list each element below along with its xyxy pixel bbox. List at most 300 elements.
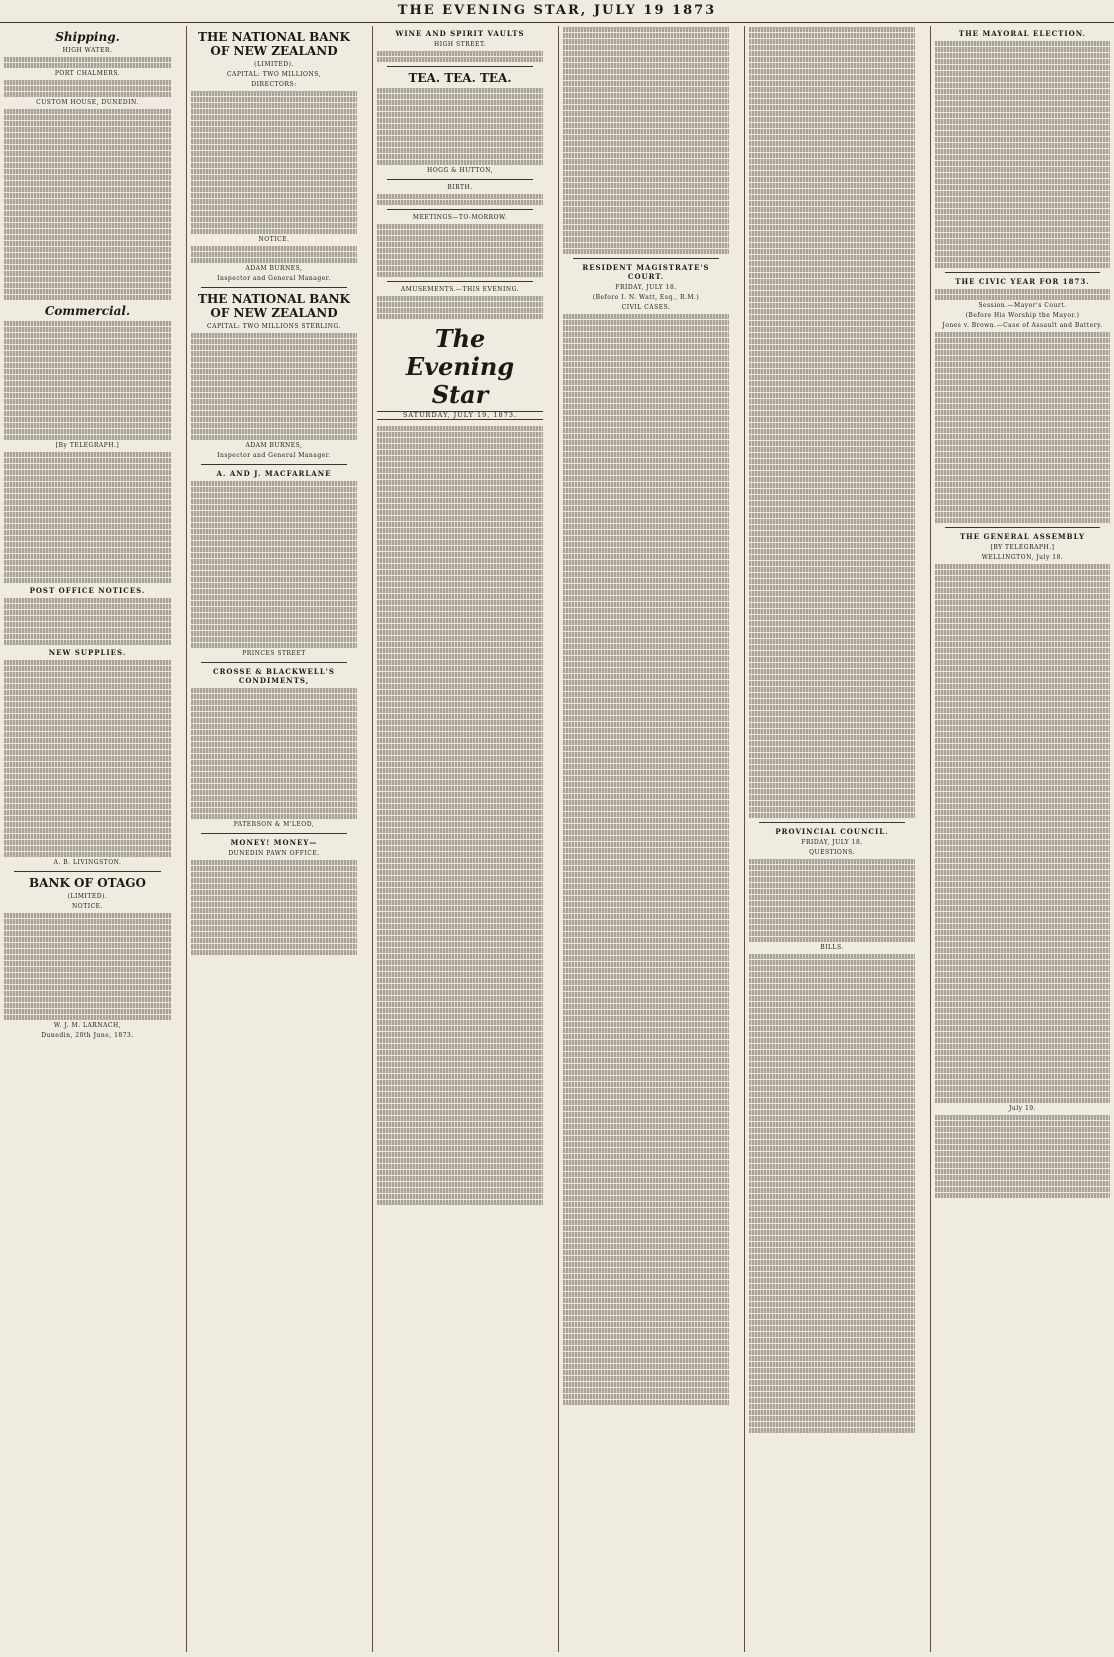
text-line (563, 974, 729, 979)
text-line (191, 127, 357, 132)
text-line (749, 723, 915, 728)
text-line (749, 483, 915, 488)
text-line (4, 798, 171, 803)
text-line (563, 890, 729, 895)
text-line (377, 732, 543, 737)
text-line (377, 1200, 543, 1205)
text-line (749, 681, 915, 686)
text-line (563, 770, 729, 775)
text-line (749, 1260, 915, 1265)
text-line (935, 233, 1110, 238)
text-line (935, 1133, 1110, 1138)
text-line (563, 920, 729, 925)
text-line (935, 576, 1110, 581)
text-line (563, 57, 729, 62)
text-line (377, 966, 543, 971)
text-line (191, 908, 357, 913)
text-line (563, 488, 729, 493)
text-line (563, 548, 729, 553)
text-line (749, 123, 915, 128)
text-line (377, 200, 543, 205)
text-line (377, 486, 543, 491)
text-line (749, 1230, 915, 1235)
text-line (749, 1254, 915, 1259)
text-line (749, 1302, 915, 1307)
text-line (563, 1280, 729, 1285)
text-line (563, 225, 729, 230)
text-line (563, 1256, 729, 1261)
text-line (4, 672, 171, 677)
text-line (935, 458, 1110, 463)
text-line (4, 482, 171, 487)
text-line (935, 71, 1110, 76)
text-line (749, 633, 915, 638)
text-line (4, 991, 171, 996)
text-line (935, 155, 1110, 160)
text-line (4, 852, 171, 857)
text-line (935, 113, 1110, 118)
text-line (749, 495, 915, 500)
text-line (563, 968, 729, 973)
text-line (377, 1026, 543, 1031)
text-line (377, 792, 543, 797)
text-line (191, 199, 357, 204)
text-line (563, 842, 729, 847)
text-line (563, 566, 729, 571)
text-line (749, 1392, 915, 1397)
text-line (377, 552, 543, 557)
text-line (563, 1328, 729, 1333)
text-line (935, 876, 1110, 881)
text-line (749, 177, 915, 182)
text-line (377, 1170, 543, 1175)
text-line (377, 1146, 543, 1151)
text-line (935, 404, 1110, 409)
text-line (935, 263, 1110, 268)
text-line (4, 494, 171, 499)
text-line (935, 392, 1110, 397)
text-line (749, 1038, 915, 1043)
text-line (191, 133, 357, 138)
pawn-office: DUNEDIN PAWN OFFICE. (228, 850, 320, 857)
text-line (563, 674, 729, 679)
text-line (935, 1050, 1110, 1055)
text-line (191, 399, 357, 404)
text-line (563, 123, 729, 128)
notice-heading: NOTICE. (258, 236, 290, 243)
text-line (377, 918, 543, 923)
text-line (935, 1074, 1110, 1079)
text-line (749, 429, 915, 434)
text-line (563, 980, 729, 985)
text-line (4, 738, 171, 743)
text-line (4, 223, 171, 228)
text-line (191, 345, 357, 350)
text-line (749, 1266, 915, 1271)
text-line (749, 1152, 915, 1157)
text-line (563, 1124, 729, 1129)
livingston-signature: A. B. LIVINGSTON. (53, 859, 122, 866)
text-line (377, 768, 543, 773)
text-line (563, 1172, 729, 1177)
text-line (749, 1386, 915, 1391)
text-line (377, 738, 543, 743)
bank-otago-heading: BANK OF OTAGO (29, 876, 146, 890)
text-line (377, 672, 543, 677)
text-line (191, 736, 357, 741)
text-line (749, 1140, 915, 1145)
text-line (563, 1376, 729, 1381)
text-line (749, 699, 915, 704)
text-line (749, 1362, 915, 1367)
text-line (935, 870, 1110, 875)
text-line (749, 375, 915, 380)
text-line (749, 1296, 915, 1301)
text-line (4, 768, 171, 773)
text-line (377, 160, 543, 165)
text-line (935, 137, 1110, 142)
text-line (749, 471, 915, 476)
text-line (4, 919, 171, 924)
text-line (191, 553, 357, 558)
text-line (935, 690, 1110, 695)
text-line (191, 926, 357, 931)
text-line (4, 151, 171, 156)
text-line (191, 115, 357, 120)
text-line (4, 115, 171, 120)
text-line (935, 107, 1110, 112)
text-line (935, 191, 1110, 196)
text-line (563, 746, 729, 751)
text-line (4, 666, 171, 671)
text-line (377, 1032, 543, 1037)
text-line (935, 882, 1110, 887)
text-line (377, 708, 543, 713)
text-line (563, 1058, 729, 1063)
text-line (749, 1194, 915, 1199)
text-line (935, 798, 1110, 803)
commercial-heading: Commercial. (44, 304, 131, 318)
national-bank-heading-1: THE NATIONAL BANK OF NEW ZEALAND (198, 30, 350, 58)
text-line (191, 481, 357, 486)
text-line (191, 121, 357, 126)
text-line (4, 92, 171, 97)
text-line (4, 393, 171, 398)
text-line (4, 937, 171, 942)
text-line (191, 625, 357, 630)
text-line (377, 582, 543, 587)
text-line (377, 714, 543, 719)
text-line (4, 351, 171, 356)
text-line (563, 1136, 729, 1141)
text-line (377, 570, 543, 575)
text-line (935, 852, 1110, 857)
text-line (191, 607, 357, 612)
text-line (191, 688, 357, 693)
text-line (563, 866, 729, 871)
text-line (749, 225, 915, 230)
text-line (935, 906, 1110, 911)
text-line (563, 626, 729, 631)
text-line (935, 1062, 1110, 1067)
text-line (749, 1176, 915, 1181)
text-line (749, 405, 915, 410)
text-line (749, 711, 915, 716)
text-line (377, 666, 543, 671)
text-line (4, 57, 171, 62)
text-line (563, 1160, 729, 1165)
adam-burnes-2: ADAM BURNES, (245, 442, 303, 449)
text-line (749, 39, 915, 44)
text-line (749, 411, 915, 416)
text-line (749, 441, 915, 446)
text-line (4, 211, 171, 216)
text-line (935, 1038, 1110, 1043)
text-line (563, 572, 729, 577)
text-line (377, 148, 543, 153)
text-line (377, 510, 543, 515)
text-line (563, 776, 729, 781)
text-line (935, 678, 1110, 683)
text-line (749, 1056, 915, 1061)
text-line (749, 321, 915, 326)
text-line (563, 668, 729, 673)
text-line (749, 333, 915, 338)
text-line (935, 470, 1110, 475)
text-line (935, 720, 1110, 725)
text-line (4, 604, 171, 609)
resident-court-heading: RESIDENT MAGISTRATE'S COURT. (582, 263, 710, 281)
text-line (377, 846, 543, 851)
text-line (563, 662, 729, 667)
text-line (191, 784, 357, 789)
text-line (749, 1086, 915, 1091)
text-line (749, 1344, 915, 1349)
text-line (191, 902, 357, 907)
text-line (191, 435, 357, 440)
text-line (563, 87, 729, 92)
text-line (563, 992, 729, 997)
text-line (377, 296, 543, 301)
text-line (4, 357, 171, 362)
text-line (191, 205, 357, 210)
text-line (563, 344, 729, 349)
text-line (935, 374, 1110, 379)
text-line (749, 1236, 915, 1241)
text-line (935, 990, 1110, 995)
text-line (749, 1290, 915, 1295)
text-line (749, 189, 915, 194)
text-line (563, 1250, 729, 1255)
text-line (191, 351, 357, 356)
text-line (749, 795, 915, 800)
text-line (563, 812, 729, 817)
meetings-heading: MEETINGS—TO-MORROW. (412, 214, 508, 221)
text-line (749, 591, 915, 596)
text-line (935, 1056, 1110, 1061)
text-line (563, 1364, 729, 1369)
text-line (191, 577, 357, 582)
text-line (935, 780, 1110, 785)
text-line (935, 416, 1110, 421)
text-line (4, 548, 171, 553)
text-line (749, 1374, 915, 1379)
text-line (749, 195, 915, 200)
text-line (749, 931, 915, 936)
text-line (749, 279, 915, 284)
text-line (377, 1038, 543, 1043)
bank-otago-date: Dunedin, 20th June, 1873. (41, 1032, 134, 1039)
text-line (191, 920, 357, 925)
text-line (4, 411, 171, 416)
text-line (4, 696, 171, 701)
text-line (749, 1404, 915, 1409)
text-line (749, 675, 915, 680)
text-line (377, 870, 543, 875)
text-line (563, 1166, 729, 1171)
text-line (563, 1274, 729, 1279)
text-line (4, 943, 171, 948)
inspector-1: Inspector and General Manager. (217, 275, 331, 282)
text-line (4, 381, 171, 386)
national-bank-heading-2: THE NATIONAL BANK OF NEW ZEALAND (198, 292, 350, 320)
text-line (749, 693, 915, 698)
text-line (563, 1226, 729, 1231)
text-line (749, 153, 915, 158)
text-line (563, 884, 729, 889)
text-line (191, 175, 357, 180)
text-line (191, 896, 357, 901)
text-line (377, 1092, 543, 1097)
text-line (563, 536, 729, 541)
text-line (377, 834, 543, 839)
text-line (191, 411, 357, 416)
text-line (935, 846, 1110, 851)
high-street: HIGH STREET. (434, 41, 486, 48)
text-line (935, 185, 1110, 190)
text-line (563, 1316, 729, 1321)
text-line (749, 369, 915, 374)
text-line (563, 1298, 729, 1303)
text-line (935, 564, 1110, 569)
text-line (4, 387, 171, 392)
text-line (563, 638, 729, 643)
text-line (377, 88, 543, 93)
text-line (377, 1086, 543, 1091)
text-line (935, 500, 1110, 505)
text-line (935, 660, 1110, 665)
text-line (935, 440, 1110, 445)
text-line (749, 183, 915, 188)
text-line (749, 907, 915, 912)
text-line (191, 417, 357, 422)
text-line (935, 295, 1110, 300)
text-line (4, 464, 171, 469)
text-line (4, 634, 171, 639)
text-line (749, 1026, 915, 1031)
text-line (749, 417, 915, 422)
text-line (563, 231, 729, 236)
text-line (377, 242, 543, 247)
text-line (935, 488, 1110, 493)
text-line (749, 315, 915, 320)
text-line (4, 187, 171, 192)
text-line (563, 213, 729, 218)
text-line (191, 169, 357, 174)
text-line (749, 1044, 915, 1049)
text-line (191, 872, 357, 877)
capital-1: CAPITAL: TWO MILLIONS, (226, 71, 322, 78)
text-line (563, 111, 729, 116)
text-line (191, 754, 357, 759)
text-line (563, 1022, 729, 1027)
text-line (563, 1004, 729, 1009)
text-line (563, 350, 729, 355)
text-line (563, 848, 729, 853)
text-line (935, 506, 1110, 511)
text-line (377, 786, 543, 791)
text-line (377, 426, 543, 431)
text-line (563, 614, 729, 619)
text-line (935, 101, 1110, 106)
text-line (4, 622, 171, 627)
text-line (935, 1026, 1110, 1031)
text-line (935, 804, 1110, 809)
text-line (4, 1009, 171, 1014)
text-line (4, 199, 171, 204)
text-line (4, 846, 171, 851)
text-line (563, 554, 729, 559)
text-line (4, 816, 171, 821)
text-line (935, 1163, 1110, 1168)
text-line (749, 273, 915, 278)
text-line (749, 621, 915, 626)
text-line (935, 53, 1110, 58)
text-line (749, 925, 915, 930)
text-line (935, 792, 1110, 797)
text-line (563, 332, 729, 337)
text-line (749, 507, 915, 512)
text-line (4, 810, 171, 815)
text-line (191, 595, 357, 600)
text-line (749, 901, 915, 906)
text-line (563, 1070, 729, 1075)
text-line (563, 644, 729, 649)
text-line (563, 1304, 729, 1309)
text-line (935, 1127, 1110, 1132)
text-line (563, 27, 729, 32)
text-line (935, 452, 1110, 457)
text-line (191, 547, 357, 552)
text-line (563, 1010, 729, 1015)
text-line (935, 494, 1110, 499)
money-heading: MONEY! MONEY— (230, 838, 318, 847)
text-line (377, 438, 543, 443)
text-line (191, 97, 357, 102)
text-line (749, 1104, 915, 1109)
text-line (4, 375, 171, 380)
text-line (749, 753, 915, 758)
column-2 (186, 26, 361, 1652)
text-line (749, 1410, 915, 1415)
capital-2: CAPITAL: TWO MILLIONS STERLING. (207, 323, 341, 330)
text-line (4, 512, 171, 517)
text-line (935, 738, 1110, 743)
text-line (377, 798, 543, 803)
text-line (563, 998, 729, 1003)
text-line (563, 1268, 729, 1273)
text-line (935, 482, 1110, 487)
